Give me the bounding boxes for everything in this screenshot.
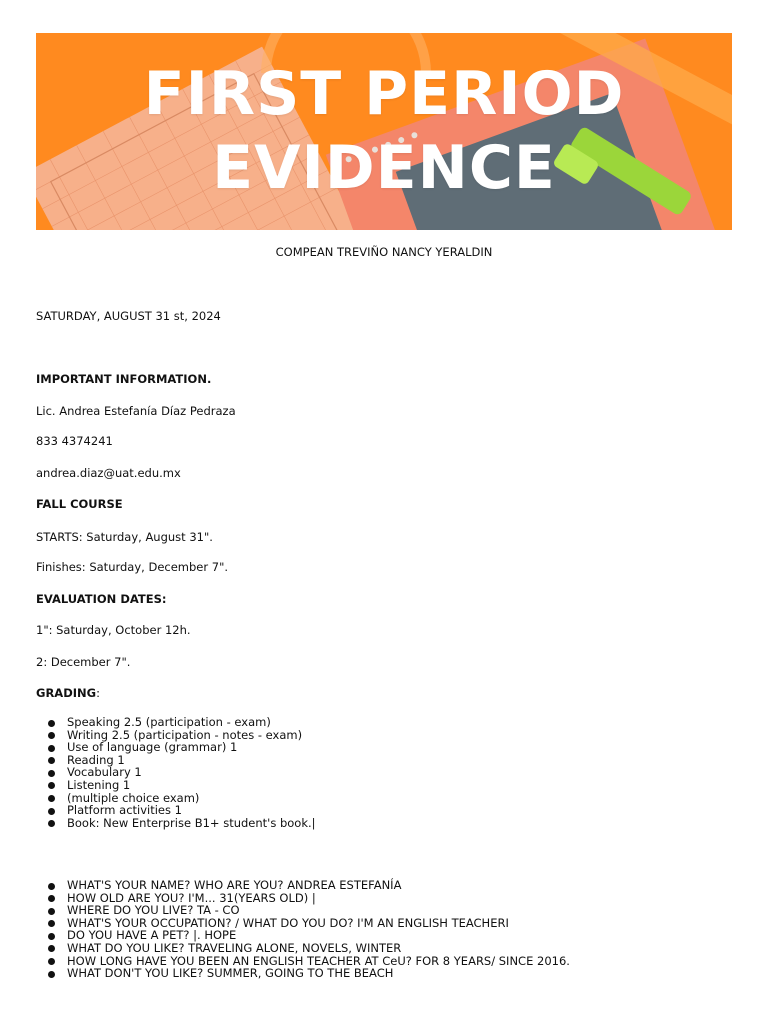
questions-list: [36, 879, 570, 980]
grading-heading: GRADING: [36, 686, 97, 700]
document-date: SATURDAY, AUGUST 31 st, 2024: [36, 309, 221, 323]
list-item: WHAT DON'T YOU LIKE? SUMMER, GOING TO THE BEACH: [36, 967, 570, 980]
list-item: Vocabulary 1: [36, 766, 316, 779]
list-item: Reading 1: [36, 754, 316, 767]
list-item: WHAT'S YOUR NAME? WHO ARE YOU? ANDREA ESTEFANÍA: [36, 879, 570, 892]
list-item: Platform activities 1: [36, 804, 316, 817]
list-item: WHAT DO YOU LIKE? TRAVELING ALONE, NOVELS, WINTER: [36, 942, 570, 955]
list-item: Writing 2.5 (participation - notes - exam): [36, 729, 316, 742]
grading-heading-row: [36, 686, 100, 700]
header-banner: [36, 33, 732, 230]
evaluation-second: 2: December 7".: [36, 655, 131, 669]
course-finish: Finishes: Saturday, December 7".: [36, 560, 229, 574]
fall-course-heading: FALL COURSE: [36, 497, 123, 511]
important-heading: IMPORTANT INFORMATION.: [36, 372, 212, 386]
list-item: Use of language (grammar) 1: [36, 741, 316, 754]
course-start: STARTS: Saturday, August 31".: [36, 530, 213, 544]
student-name: COMPEAN TREVIÑO NANCY YERALDIN: [275, 245, 493, 259]
evaluation-heading: EVALUATION DATES:: [36, 592, 167, 606]
list-item: HOW OLD ARE YOU? I'M... 31(YEARS OLD) |: [36, 892, 570, 905]
list-item: WHERE DO YOU LIVE? TA - CO: [36, 904, 570, 917]
teacher-phone: 833 4374241: [36, 434, 113, 448]
list-item: Book: New Enterprise B1+ student's book.|: [36, 817, 316, 830]
teacher-email: andrea.diaz@uat.edu.mx: [36, 466, 181, 480]
grading-colon: :: [96, 686, 100, 700]
title-line-2: EVIDENCE: [212, 133, 556, 203]
list-item: Listening 1: [36, 779, 316, 792]
list-item: WHAT'S YOUR OCCUPATION? / WHAT DO YOU DO? I'M AN ENGLISH TEACHERI: [36, 917, 570, 930]
teacher-name: Lic. Andrea Estefanía Díaz Pedraza: [36, 404, 236, 418]
list-item: (multiple choice exam): [36, 792, 316, 805]
list-item: DO YOU HAVE A PET? |. HOPE: [36, 929, 570, 942]
title-line-1: FIRST PERIOD: [143, 59, 625, 129]
list-item: Speaking 2.5 (participation - exam): [36, 716, 316, 729]
evaluation-first: 1": Saturday, October 12h.: [36, 623, 191, 637]
grading-list: [36, 716, 316, 829]
document-title: [36, 57, 732, 205]
list-item: HOW LONG HAVE YOU BEEN AN ENGLISH TEACHER AT CeU? FOR 8 YEARS/ SINCE 2016.: [36, 955, 570, 968]
